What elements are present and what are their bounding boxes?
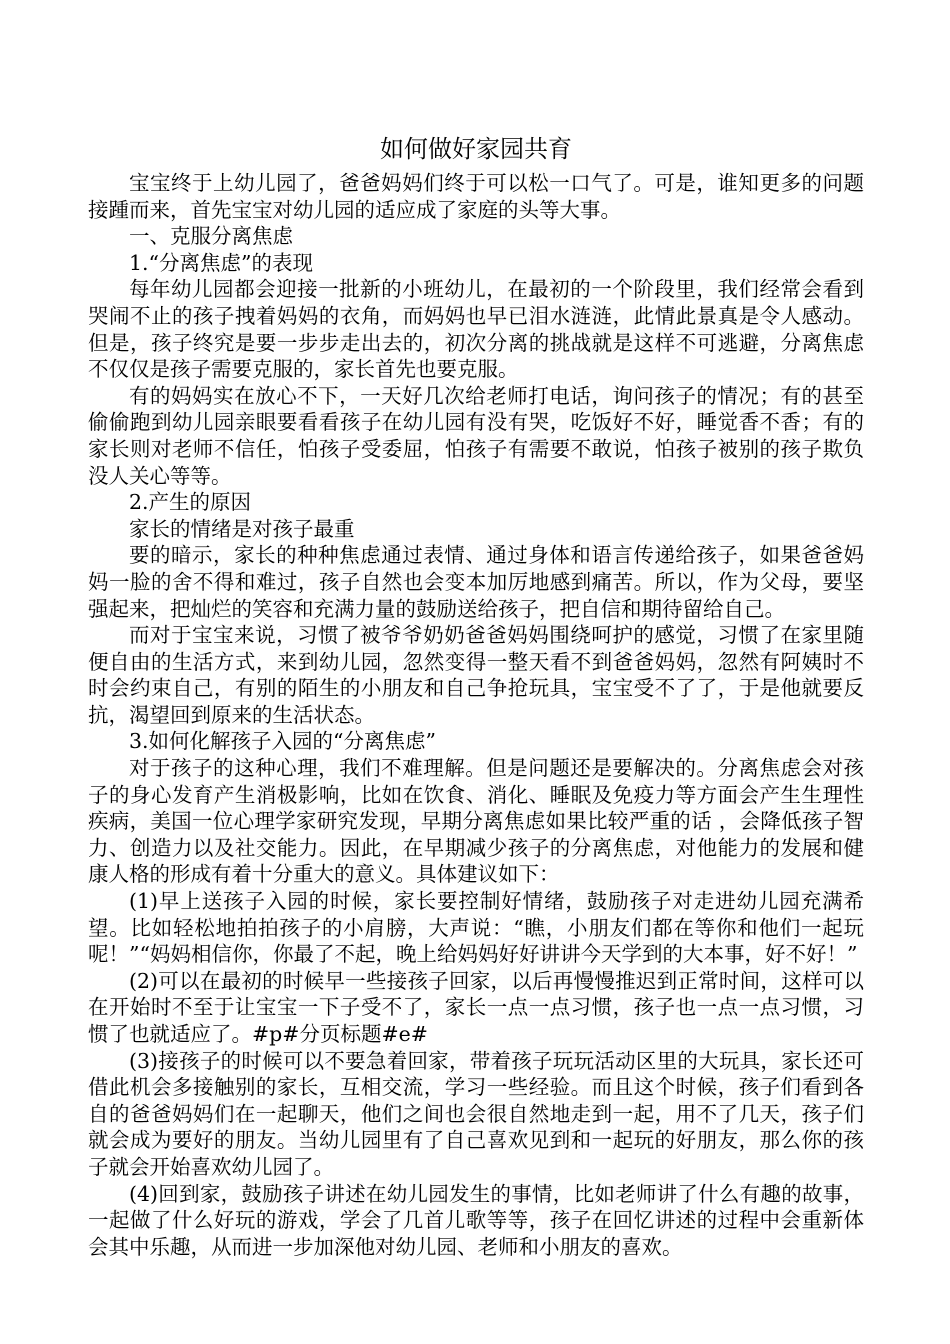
paragraph: 每年幼儿园都会迎接一批新的小班幼儿，在最初的一个阶段里，我们经常会看到哭闹不止的孩子拽着妈妈的衣角，而妈妈也早已泪水涟涟，此情此景真是令人感动。但是，孩子终究是要一步步走出去的，初次分离的挑战就是这样不可逃避，分离焦虑不仅仅是孩子需要克服的，家长首先也要克服。: [88, 277, 864, 382]
paragraph: 而对于宝宝来说，习惯了被爷爷奶奶爸爸妈妈围绕呵护的感觉，习惯了在家里随便自由的生活方式，来到幼儿园，忽然变得一整天看不到爸爸妈妈，忽然有阿姨时不时会约束自己，有别的陌生的小朋友和自己争抢玩具，宝宝受不了了，于是他就要反抗，渴望回到原来的生活状态。: [88, 623, 864, 727]
list-item-1: (1)早上送孩子入园的时候，家长要控制好情绪，鼓励孩子对走进幼儿园充满希望。比如轻松地拍拍孩子的小肩膀，大声说：“瞧，小朋友们都在等你和他们一起玩呢！”“妈妈相信你，你最了不起，晚上给妈妈好好讲讲今天学到的大本事，好不好！”: [88, 889, 864, 967]
paragraph-intro: 宝宝终于上幼儿园了，爸爸妈妈们终于可以松一口气了。可是，谁知更多的问题接踵而来，首先宝宝对幼儿园的适应成了家庭的头等大事。: [88, 171, 864, 222]
paragraph: 有的妈妈实在放心不下，一天好几次给老师打电话，询问孩子的情况；有的甚至偷偷跑到幼儿园亲眼要看看孩子在幼儿园有没有哭，吃饭好不好，睡觉香不香；有的家长则对老师不信任，怕孩子受委屈，怕孩子有需要不敢说，怕孩子被别的孩子欺负没人关心等等。: [88, 383, 864, 488]
subsection-heading: 2.产生的原因: [129, 490, 252, 515]
paragraph: 对于孩子的这种心理，我们不难理解。但是问题还是要解决的。分离焦虑会对孩子的身心发育产生消极影响，比如在饮食、消化、睡眠及免疫力等方面会产生生理性疾病，美国一位心理学家研究发现，早期分离焦虑如果比较严重的话 ，会降低孩子智力、创造力以及社交能力。因此，在早期减少孩子的分离焦虑，对他能力的发展和健康人格的形成有着十分重大的意义。具体建议如下：: [88, 756, 864, 887]
list-item-3: (3)接孩子的时候可以不要急着回家，带着孩子玩玩活动区里的大玩具，家长还可借此机会多接触别的家长，互相交流，学习一些经验。而且这个时候，孩子们看到各自的爸爸妈妈们在一起聊天，他们之间也会很自然地走到一起，用不了几天，孩子们就会成为要好的朋友。当幼儿园里有了自己喜欢见到和一起玩的好朋友，那么你的孩子就会开始喜欢幼儿园了。: [88, 1048, 864, 1179]
paragraph: 要的暗示，家长的种种焦虑通过表情、通过身体和语言传递给孩子，如果爸爸妈妈一脸的舍不得和难过，孩子自然也会变本加厉地感到痛苦。所以，作为父母，要坚强起来，把灿烂的笑容和充满力量的鼓励送给孩子，把自信和期待留给自己。: [88, 543, 864, 621]
section-heading: 一、克服分离焦虑: [129, 224, 293, 249]
paragraph: 家长的情绪是对孩子最重: [129, 516, 355, 541]
list-item-2: (2)可以在最初的时候早一些接孩子回家，以后再慢慢推迟到正常时间，这样可以在开始时不至于让宝宝一下子受不了，家长一点一点习惯，孩子也一点一点习惯，习惯了也就适应了。#p#分页标题#e#: [88, 968, 864, 1046]
subsection-heading: 3.如何化解孩子入园的“分离焦虑”: [129, 729, 437, 754]
subsection-heading: 1.“分离焦虑”的表现: [129, 250, 314, 275]
document-title: 如何做好家园共育: [380, 135, 572, 163]
list-item-4: (4)回到家，鼓励孩子讲述在幼儿园发生的事情，比如老师讲了什么有趣的故事，一起做了什么好玩的游戏，学会了几首儿歌等等，孩子在回忆讲述的过程中会重新体会其中乐趣，从而进一步加深他对幼儿园、老师和小朋友的喜欢。: [88, 1181, 864, 1259]
document-body: [88, 170, 864, 1260]
